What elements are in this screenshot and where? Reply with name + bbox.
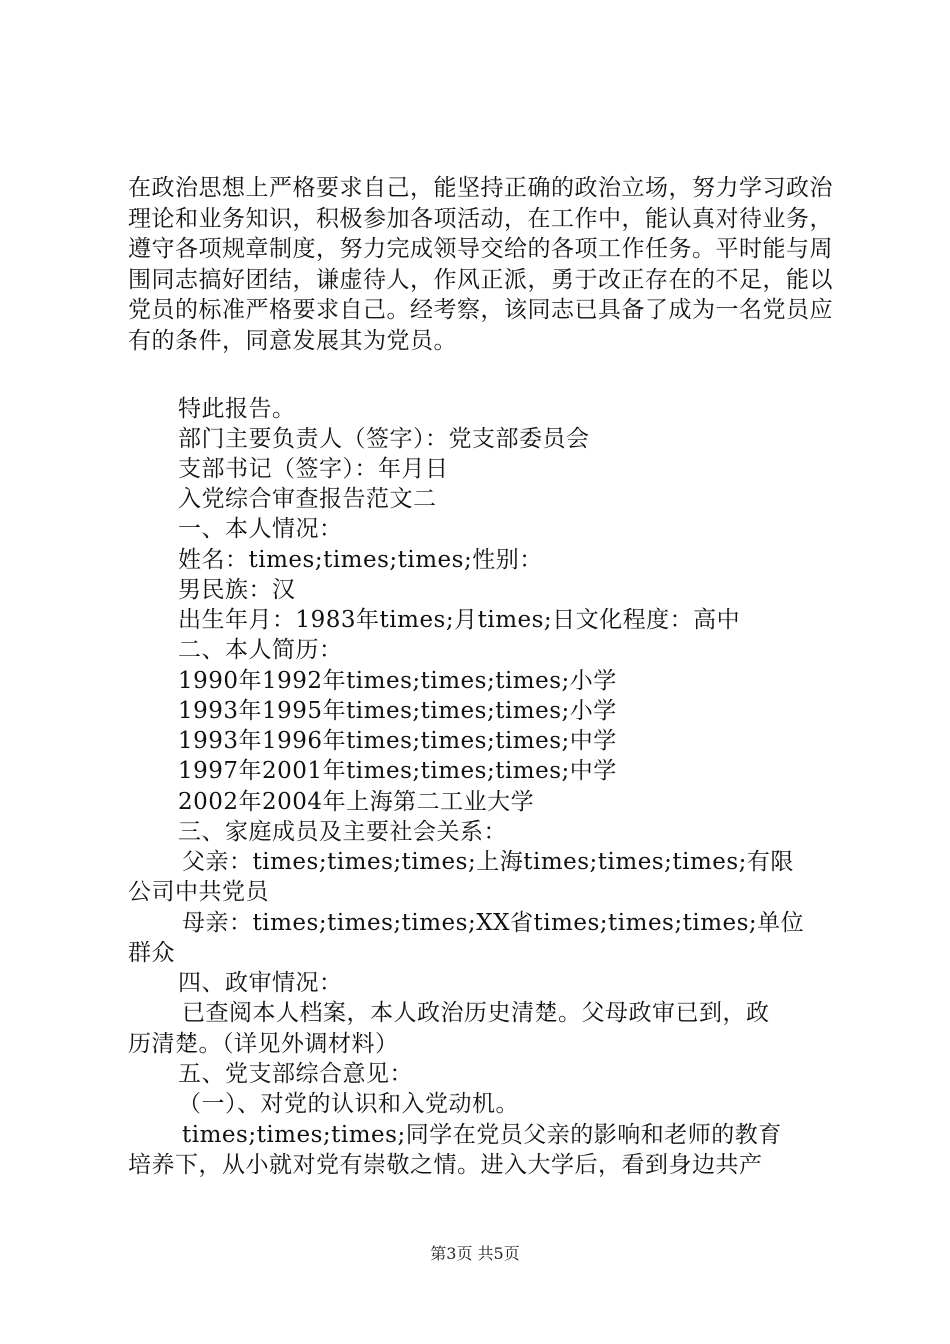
resume-item: 2002年2004年上海第二工业大学 xyxy=(178,789,535,815)
heading-resume: 二、本人简历： xyxy=(178,637,343,663)
heading-branch-opinion: 五、党支部综合意见： xyxy=(178,1061,413,1087)
resume-item: 1993年1996年times;times;times;中学 xyxy=(178,728,617,754)
line-mother: 母亲：times;times;times;XX省times;times;times;单位 xyxy=(182,910,805,936)
resume-item: 1997年2001年times;times;times;中学 xyxy=(178,758,617,784)
line-dept-head-signature: 部门主要负责人（签字）：党支部委员会 xyxy=(178,426,590,452)
page-indicator: 第3页 共5页 xyxy=(430,1244,520,1263)
resume-item: 1993年1995年times;times;times;小学 xyxy=(178,698,617,724)
line-closing: 特此报告。 xyxy=(178,396,296,422)
section-title: 入党综合审查报告范文二 xyxy=(178,486,437,512)
line-review-text-cont: 历清楚。（详见外调材料） xyxy=(128,1031,399,1057)
line-motivation-text-cont: 培养下，从小就对党有崇敬之情。进入大学后，看到身边共产 xyxy=(128,1152,763,1178)
intro-paragraph: 在政治思想上严格要求自己，能坚持正确的政治立场，努力学习政治理论和业务知识，积极参加各项活动，在工作中，能认真对待业务，遵守各项规章制度，努力完成领导交给的各项工作任务。平时能与周围同志搞好团结，谦虚待人，作风正派，勇于改正存在的不足，能以党员的标准严格要求自己。经考察，该同志已具备了成为一名党员应有的条件，同意发展其为党员。 xyxy=(128,175,833,354)
line-mother-cont: 群众 xyxy=(128,940,175,966)
heading-personal-info: 一、本人情况： xyxy=(178,516,343,542)
line-father-cont: 公司中共党员 xyxy=(128,879,269,905)
line-name-gender: 姓名：times;times;times;性别： xyxy=(178,547,543,573)
line-father: 父亲：times;times;times;上海times;times;times;有限 xyxy=(182,849,794,875)
subheading-motivation: （一）、对党的认识和入党动机。 xyxy=(178,1091,519,1117)
line-branch-secretary-signature: 支部书记（签字）：年月日 xyxy=(178,456,449,482)
line-motivation-text: times;times;times;同学在党员父亲的影响和老师的教育 xyxy=(182,1122,782,1148)
heading-political-review: 四、政审情况： xyxy=(178,970,343,996)
line-ethnicity: 男民族：汉 xyxy=(178,577,296,603)
heading-family: 三、家庭成员及主要社会关系： xyxy=(178,819,507,845)
line-review-text: 已查阅本人档案，本人政治历史清楚。父母政审已到，政 xyxy=(182,1000,770,1026)
resume-item: 1990年1992年times;times;times;小学 xyxy=(178,668,617,694)
line-birth-education: 出生年月：1983年times;月times;日文化程度：高中 xyxy=(178,607,741,633)
